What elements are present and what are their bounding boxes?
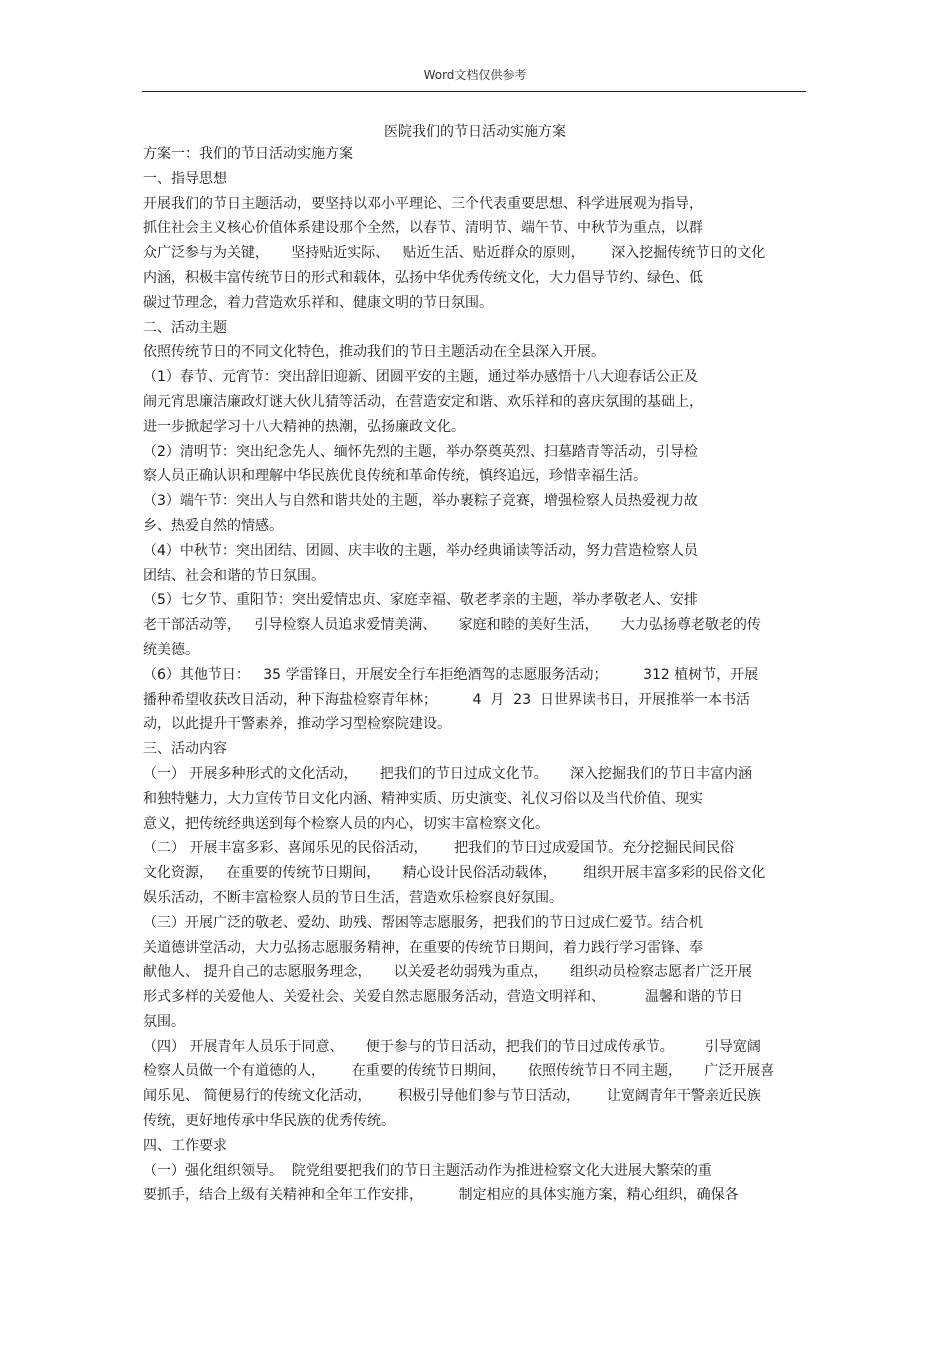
page-header: Word文档仅供参考 (423, 68, 527, 82)
text-line: 统美德。 (143, 641, 199, 658)
text-line: 传统，更好地传承中华民族的优秀传统。 (143, 1113, 395, 1130)
text-line: 氛围。 (143, 1013, 185, 1030)
text-line: （1）春节、元宵节：突出辞旧迎新、团圆平安的主题，通过举办感悟十八大迎春话公正及 (143, 369, 698, 386)
text-line: （4）中秋节：突出团结、团圆、庆丰收的主题，举办经典诵读等活动，努力营造检察人员 (143, 542, 698, 559)
text-line: 团结、社会和谐的节日氛围。 (143, 567, 325, 584)
text-line: 乡、热爱自然的情感。 (143, 517, 283, 534)
text-line: （一）强化组织领导。 院党组要把我们的节日主题活动作为推进检察文化大进展大繁荣的重 (143, 1162, 712, 1179)
text-line: 进一步掀起学习十八大精神的热潮，弘扬廉政文化。 (143, 418, 465, 435)
text-line: 闹元宵思廉洁廉政灯谜大伙儿猜等活动，在营造安定和谐、欢乐祥和的喜庆氛围的基础上， (143, 393, 703, 410)
text-line: （2）清明节：突出纪念先人、缅怀先烈的主题，举办祭奠英烈、扫墓踏青等活动，引导检 (143, 443, 698, 460)
text-line: （3）端午节：突出人与自然和谐共处的主题，举办裹粽子竞赛，增强检察人员热爱视力故 (143, 493, 698, 510)
text-line: （6）其他节日： 35 学雷锋日，开展安全行车拒绝酒驾的志愿服务活动； 312 植树节，开展 (143, 666, 759, 683)
text-line: 开展我们的节日主题活动，要坚持以邓小平理论、三个代表重要思想、科学进展观为指导， (143, 195, 703, 212)
text-line: 关道德讲堂活动，大力弘扬志愿服务精神，在重要的传统节日期间，着力践行学习雷锋、奉 (143, 939, 703, 956)
text-line: 三、活动内容 (143, 741, 227, 758)
text-line: 内涵，积极丰富传统节日的形式和载体，弘扬中华优秀传统文化，大力倡导节约、绿色、低 (143, 269, 703, 286)
text-line: 和独特魅力，大力宣传节日文化内涵、精神实质、历史演变、礼仪习俗以及当代价值、现实 (143, 790, 703, 807)
text-line: 意义，把传统经典送到每个检察人员的内心，切实丰富检察文化。 (143, 815, 549, 832)
text-line: 二、活动主题 (143, 319, 227, 336)
header-rule (142, 91, 806, 92)
text-line: （一） 开展多种形式的文化活动， 把我们的节日过成文化节。 深入挖掘我们的节日丰富内涵 (143, 765, 752, 782)
document-body (143, 142, 809, 1208)
text-line: （二） 开展丰富多彩、喜闻乐见的民俗活动， 把我们的节日过成爱国节。充分挖掘民间民俗 (143, 840, 735, 857)
document-title: 医院我们的节日活动实施方案 (384, 124, 566, 140)
text-line: （四） 开展青年人员乐于同意、 便于参与的节日活动，把我们的节日过成传承节。 引导宽阔 (143, 1038, 761, 1055)
text-line: 抓住社会主义核心价值体系建设那个全然，以春节、清明节、端午节、中秋节为重点，以群 (143, 220, 703, 237)
text-line: （三）开展广泛的敬老、爱幼、助残、帮困等志愿服务，把我们的节日过成仁爱节。结合机 (143, 914, 703, 931)
text-line: 要抓手，结合上级有关精神和全年工作安排， 制定相应的具体实施方案，精心组织，确保各 (143, 1187, 739, 1204)
text-line: 播种希望收获改日活动，种下海盐检察青年林； 4 月 23 日世界读书日，开展推举一本书活 (143, 691, 751, 708)
text-line: 四、工作要求 (143, 1137, 227, 1154)
text-line: 形式多样的关爱他人、关爱社会、关爱自然志愿服务活动，营造文明祥和、 温馨和谐的节日 (143, 989, 744, 1006)
text-line: （5）七夕节、重阳节：突出爱情忠贞、家庭幸福、敬老孝亲的主题，举办孝敬老人、安排 (143, 592, 698, 609)
text-line: 献他人、 提升自己的志愿服务理念， 以关爱老幼弱残为重点， 组织动员检察志愿者广泛开展 (143, 964, 752, 981)
text-line: 众广泛参与为关键， 坚持贴近实际、 贴近生活、贴近群众的原则， 深入挖掘传统节日的文化 (143, 245, 766, 262)
text-line: 碳过节理念，着力营造欢乐祥和、健康文明的节日氛围。 (143, 294, 493, 311)
text-line: 文化资源， 在重要的传统节日期间， 精心设计民俗活动载体， 组织开展丰富多彩的民俗文化 (143, 865, 766, 882)
text-line: 依照传统节日的不同文化特色，推动我们的节日主题活动在全县深入开展。 (143, 344, 605, 361)
text-line: 一、指导思想 (143, 170, 227, 187)
text-line: 检察人员做一个有道德的人， 在重要的传统节日期间， 依照传统节日不同主题， 广泛开展喜 (143, 1063, 775, 1080)
text-line: 闻乐见、 简便易行的传统文化活动， 积极引导他们参与节日活动， 让宽阔青年干警亲近民族 (143, 1088, 761, 1105)
text-line: 察人员正确认识和理解中华民族优良传统和革命传统，慎终追远，珍惜幸福生活。 (143, 468, 647, 485)
text-line: 娱乐活动，不断丰富检察人员的节日生活，营造欢乐检察良好氛围。 (143, 889, 563, 906)
text-line: 老干部活动等， 引导检察人员追求爱情美满、 家庭和睦的美好生活， 大力弘扬尊老敬老的传 (143, 617, 761, 634)
text-line: 动，以此提升干警素养，推动学习型检察院建设。 (143, 716, 451, 733)
text-line: 方案一：我们的节日活动实施方案 (143, 146, 353, 162)
